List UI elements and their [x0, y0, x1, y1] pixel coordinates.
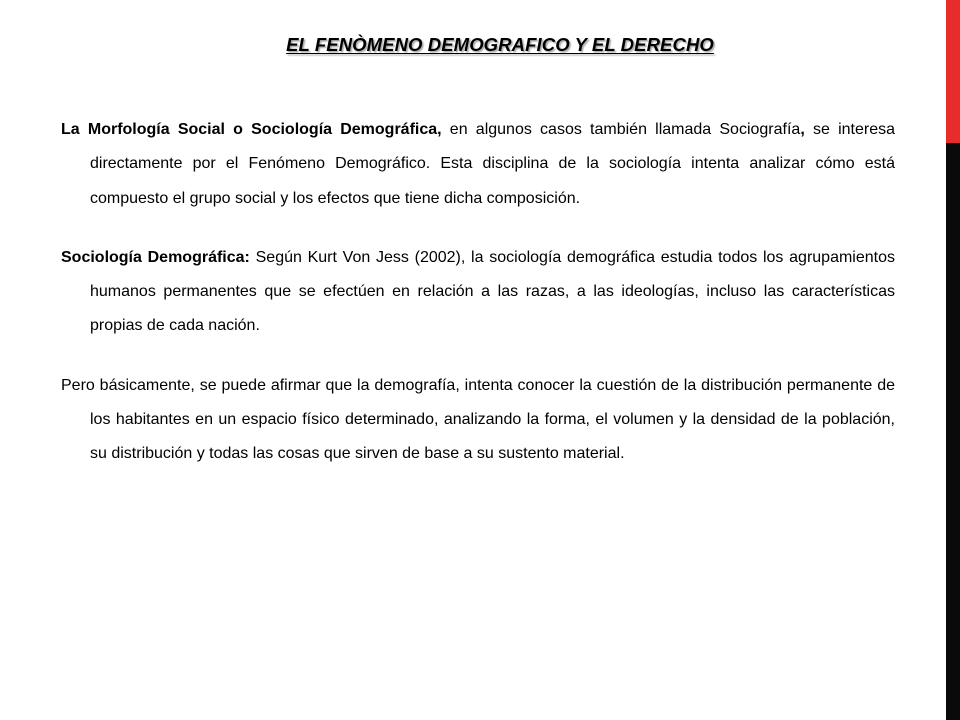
- paragraph-demografia: [61, 369, 895, 472]
- slide-title: EL FENÒMENO DEMOGRAFICO Y EL DERECHO: [286, 34, 714, 55]
- accent-bar-red: [946, 0, 960, 143]
- accent-bar-black: [946, 143, 960, 720]
- paragraph-text: en algunos casos también llamada Sociografía: [441, 121, 801, 138]
- term-morfologia: La Morfología Social o Sociología Demográfica,: [61, 121, 442, 138]
- comma: ,: [800, 121, 805, 138]
- paragraph-morfologia: [61, 113, 895, 216]
- paragraph-text: Según Kurt Von Jess (2002), la sociología demográfica estudia todos los agrupamientos humanos permanentes que se efectúen en relación a las razas, a las ideologías, incluso las características propias de cada nación.: [90, 248, 896, 335]
- paragraph-sociologia: [61, 241, 895, 344]
- paragraph-text: se interesa directamente por el Fenómeno Demográfico. Esta disciplina de la sociología intenta analizar cómo está compuesto el grupo social y los efectos que tiene dicha composición.: [90, 121, 895, 207]
- paragraph-text: Pero básicamente, se puede afirmar que la demografía, intenta conocer la cuestión de la distribución permanente de los habitantes en un espacio físico determinado, analizando la forma, el volumen y la densidad de la población, su distribución y todas las cosas que sirven de base a su sustento material.: [61, 376, 895, 463]
- body-text: [61, 113, 895, 497]
- term-sociologia: Sociología Demográfica:: [61, 248, 250, 266]
